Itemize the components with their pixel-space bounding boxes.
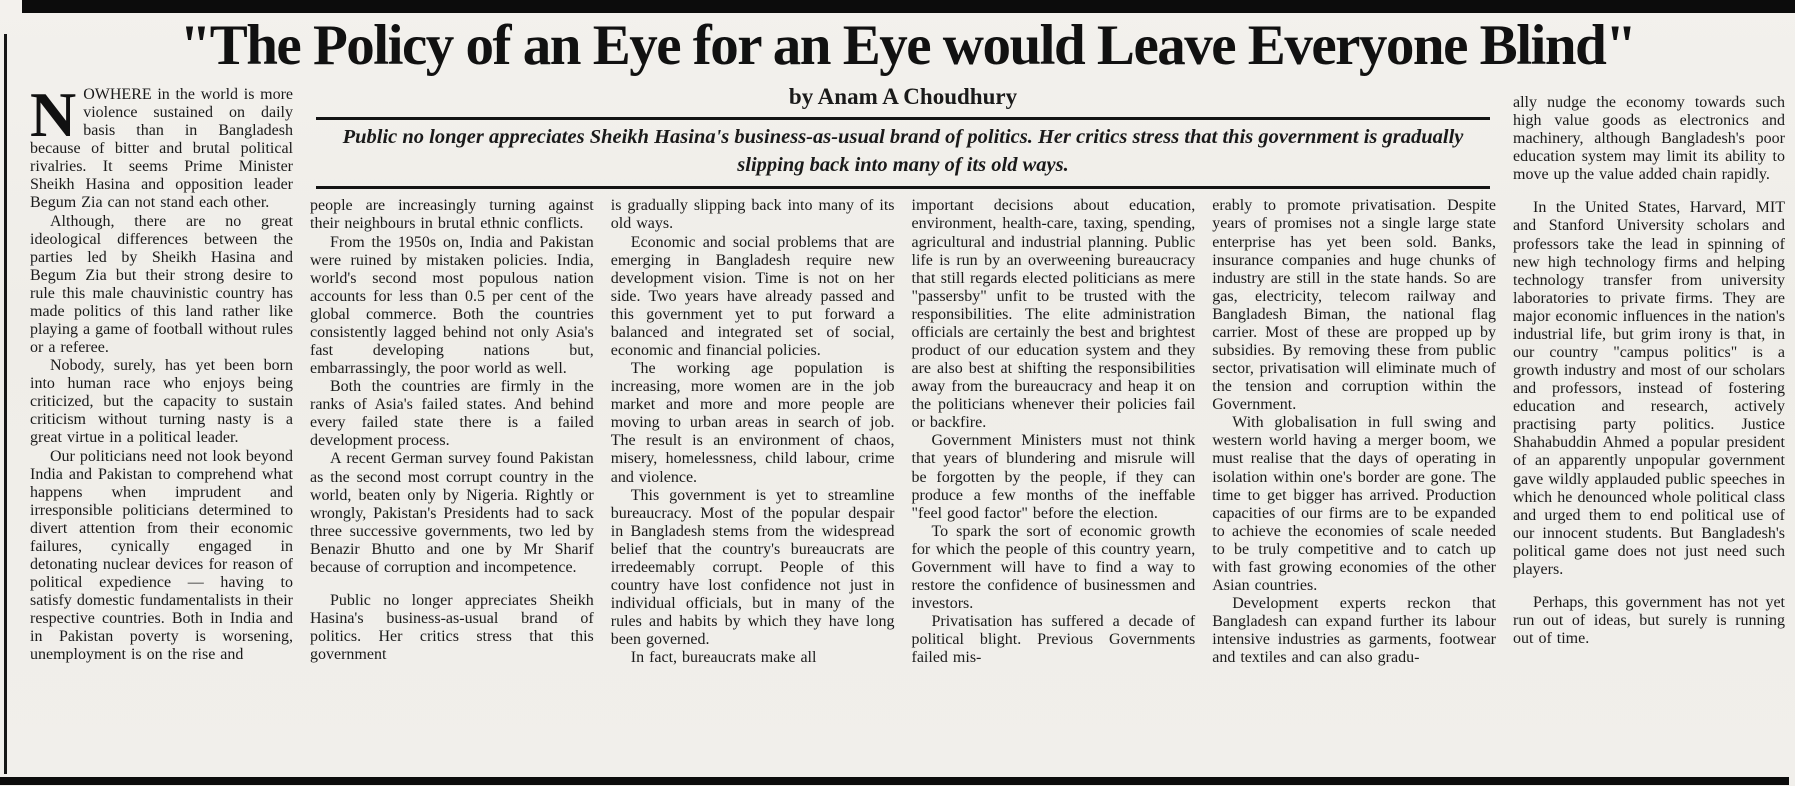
column-5	[1212, 197, 1496, 667]
article-paragraph: With globalisation in full swing and western world having a merger boom, we must realise that the days of operating in isolation within one's border are gone. The time to get bigger has arrived. Production capacities of our firms are to be expanded to achieve the economies of scale needed to be truly competitive and to catch up with fast growing economies of the other Asian countries.	[1212, 414, 1496, 594]
article-paragraph: Both the countries are firmly in the ranks of Asia's failed states. And behind every failed state there is a failed development process.	[310, 378, 594, 450]
bottom-black-bar	[0, 777, 1789, 785]
article-paragraph: The working age population is increasing, more women are in the job market and more and more people are moving to urban areas in search of job. The result is an environment of chaos, misery, homelessness, child labour, crime and violence.	[610, 360, 895, 486]
article-paragraph: Our politicians need not look beyond India and Pakistan to comprehend what happens when imprudent and irresponsible politicians determined to divert attention from their economic failures, cynically engaged in detonating nuclear devices for reason of political expedience — having to satisfy domestic fundamentalists in their respective countries. Both in India and in Pakistan poverty is worsening, unemployment is on the rise and	[30, 447, 293, 664]
article-paragraph: A recent German survey found Pakistan as the second most corrupt country in the world, beaten only by Nigeria. Rightly or wrongly, Pakistan's Presidents had to sack three successive governments, two led by Benazir Bhutto and one by Mr Sharif because of corruption and incompetence.	[310, 450, 594, 576]
article-paragraph: people are increasingly turning against their neighbours in brutal ethnic conflicts.	[310, 197, 594, 233]
article-paragraph: Public no longer appreciates Sheikh Hasina's business-as-usual brand of politics. Her critics stress that this government	[310, 591, 594, 664]
article-paragraph: Development experts reckon that Bangladesh can expand further its labour intensive industries as garments, footwear and textiles and can also gradu-	[1212, 595, 1496, 667]
article-paragraph: In fact, bureaucrats make all	[630, 649, 817, 667]
center-block	[310, 84, 1496, 667]
column-3	[611, 197, 895, 667]
article-paragraph: Nobody, surely, has yet been born into human race who enjoys being criticized, but the capacity to sustain criticism without turning nasty is a great virtue in a political leader.	[30, 357, 293, 447]
column-4	[912, 197, 1196, 667]
left-edge-rule	[4, 34, 7, 774]
column-6	[1513, 84, 1785, 648]
article-paragraph: From the 1950s on, India and Pakistan were ruined by mistaken policies. India, world's second most populous nation accounts for less than 0.5 per cent of the global commerce. Both the countries consistently lagged behind not only Asia's fast developing nations but, embarrassingly, the poor world as well.	[310, 233, 594, 378]
byline: by Anam A Choudhury	[788, 84, 1018, 109]
article-paragraph	[30, 79, 293, 213]
paragraph-text: OWHERE in the world is more violence sustained on daily basis than in Bangladesh because of bitter and brutal political rivalries. It seems Prime Minister Sheikh Hasina and opposition leader Begum Zia can not stand each other.	[30, 86, 293, 212]
article-paragraph: Perhaps, this government has not yet run out of ideas, but surely is running out of time.	[1513, 594, 1785, 648]
column-2	[310, 197, 594, 667]
center-columns	[310, 197, 1496, 667]
article-paragraph: Government Ministers must not think that years of blundering and misrule will be forgotten by the people, if they can produce a few months of the ineffable "feel good factor" before the election.	[911, 432, 1196, 522]
standfirst-rule	[316, 186, 1490, 189]
article-paragraph: In the United States, Harvard, MIT and Stanford University scholars and professors take the lead in spinning of new high technology firms and helping technology transfer from university laboratories to private firms. They are major economic influences in the nation's industrial life, but grim irony is that, in our country "campus politics" is a growth industry and most of our scholars and professors, instead of fostering education and research, actively practising party politics. Justice Shahabuddin Ahmed a popular president of an apparently unpopular government gave wildly applauded public speeches in which he denounced whole political class and urged them to end political use of our innocent students. But Bangladesh's political game does not just need such players.	[1513, 199, 1785, 578]
article-headline: "The Policy of an Eye for an Eye would Leave Everyone Blind"	[179, 14, 1636, 77]
article-paragraph: is gradually slipping back into many of its old ways.	[610, 197, 895, 233]
column-1	[30, 79, 293, 665]
article-body	[0, 74, 1795, 667]
article-paragraph: important decisions about education, environment, health-care, taxing, spending, agricultural and industrial planning. Public life is run by an overweening bureaucracy that still regards elected politicians as mere "passersby" unfit to be trusted with the responsibilities. The elite administration officials are certainly the best and brightest product of our education system and they are also best at shifting the responsibilities away from the bureaucracy and heap it on the politicians whenever their policies fail or backfire.	[911, 197, 1196, 432]
article-paragraph: Economic and social problems that are emerging in Bangladesh require new development vision. Time is not on her side. Two years have already passed and this government yet to put forward a balanced and integrated set of social, economic and financial policies.	[610, 233, 895, 359]
top-black-bar	[22, 0, 1795, 13]
drop-cap: N	[30, 79, 77, 150]
article-paragraph: This government is yet to streamline bureaucracy. Most of the popular despair in Bangladesh stems from the widespread belief that the country's bureaucrats are irredeemably corrupt. People of this country have lost confidence not just in individual officials, but in many of the rules and habits by which they have long been governed.	[610, 486, 895, 649]
article-paragraph: Although, there are no great ideological differences between the parties led by Sheikh Hasina and Begum Zia but their strong desire to rule this male chauvinistic country has made politics of this land rather like playing a game of football without rules or a referee.	[30, 212, 293, 357]
article-paragraph: Privatisation has suffered a decade of political blight. Previous Governments failed mis-	[911, 613, 1196, 667]
standfirst: Public no longer appreciates Sheikh Hasina's business-as-usual brand of politics. Her critics stress that this government is gradually slipping back into many of its old ways.	[342, 126, 1464, 176]
article-paragraph: To spark the sort of economic growth for which the people of this country yearn, Government will have to find a way to restore the confidence of businessmen and investors.	[911, 522, 1196, 613]
article-paragraph: ally nudge the economy towards such high value goods as electronics and machinery, although Bangladesh's poor education system may limit its ability to move up the value added chain rapidly.	[1513, 94, 1785, 184]
article-paragraph: erably to promote privatisation. Despite years of promises not a single large state enterprise has yet been sold. Banks, insurance companies and huge chunks of industry are still in the state hands. So are gas, electricity, telecom railway and Bangladesh Biman, the national flag carrier. Most of these are propped up by subsidies. By removing these from public sector, privatisation will eliminate much of the tension and corruption within the Government.	[1212, 197, 1496, 414]
